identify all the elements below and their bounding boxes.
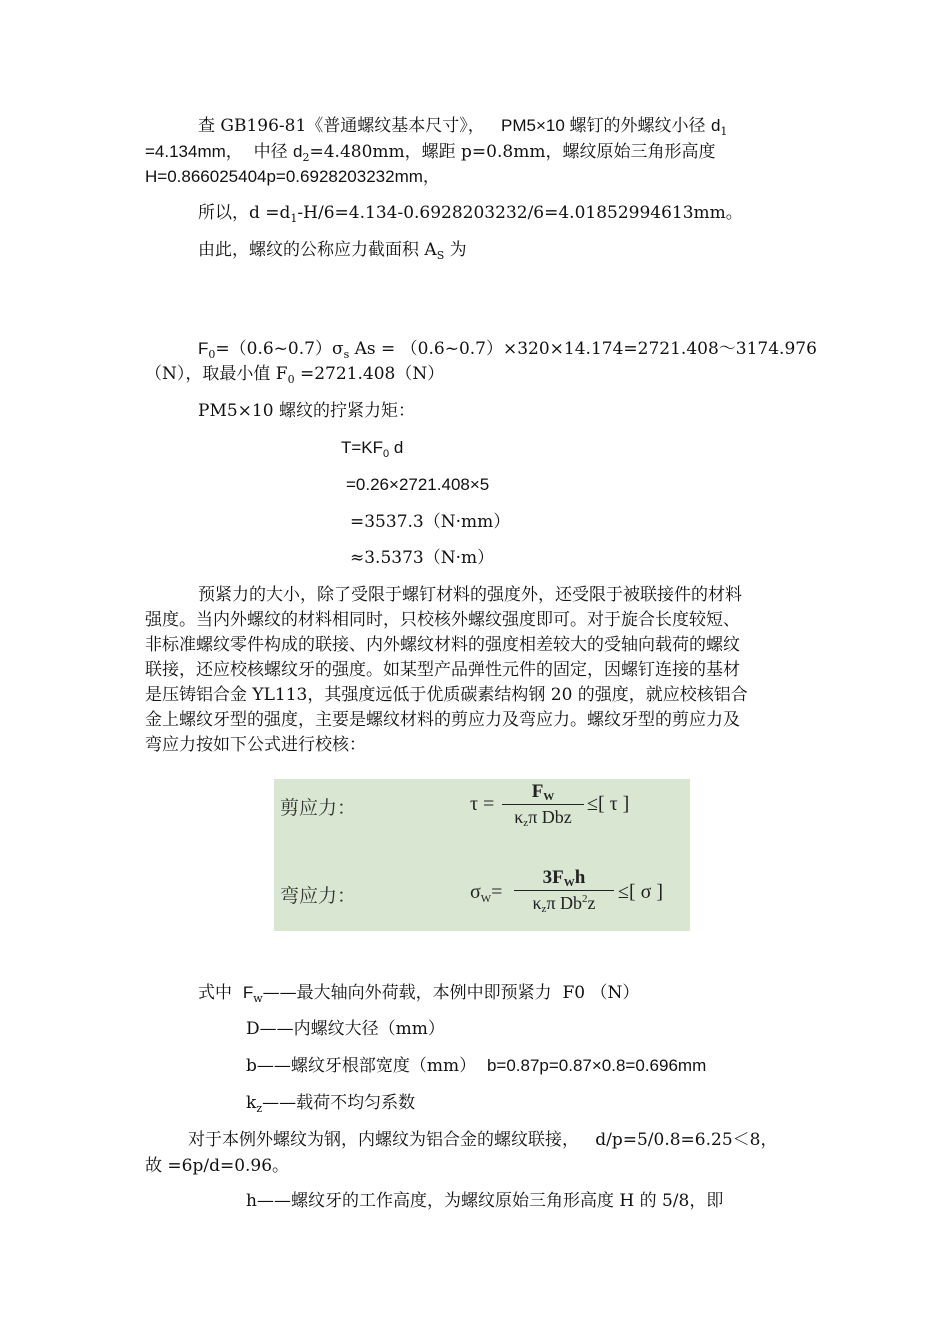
text-line (198, 115, 727, 137)
text-line: PM5×10 螺纹的拧紧力矩： (198, 401, 415, 421)
formula-line: =3537.3（N·mm） (350, 512, 511, 532)
bending-denominator (514, 891, 614, 914)
text: F0 （N） (562, 983, 640, 1003)
text: π Db (546, 893, 583, 913)
subscript: z (523, 817, 529, 829)
subscript: W (480, 893, 492, 905)
text: F (242, 983, 254, 1002)
subscript: 0 (287, 373, 295, 386)
text: b——螺纹牙根部宽度（mm） (246, 1056, 477, 1076)
text-line (198, 202, 743, 224)
text-line: D——内螺纹大径（mm） (246, 1019, 445, 1039)
text-line: H=0.866025404p=0.6928203232mm， (145, 167, 440, 186)
text-line: 强度。当内外螺纹的材料相同时，只校核外螺纹强度即可。对于旋合长度较短、 (145, 610, 740, 630)
text: k (246, 1093, 257, 1113)
text: （N），取最小值 F (145, 364, 288, 384)
text: b=0.87p=0.87×0.8=0.696mm (486, 1056, 707, 1075)
formula-box (274, 779, 690, 931)
shear-fraction (502, 781, 584, 828)
text: 式中 (198, 983, 232, 1003)
formula-line: ≈3.5373（N·m） (350, 548, 495, 568)
text: =2721.408（N） (299, 364, 445, 384)
bending-lhs (470, 881, 502, 904)
text: d (293, 142, 303, 161)
bending-numerator (514, 867, 614, 891)
bending-stress-label: 弯应力： (280, 885, 357, 907)
subscript: z (541, 903, 547, 915)
text: σ (470, 881, 481, 903)
text: z (587, 893, 596, 913)
subscript: 0 (208, 348, 216, 361)
text: π Dbz (528, 807, 572, 827)
text-line: 故 =6p/d=0.96。 (145, 1156, 290, 1176)
text-line: 是压铸铝合金 YL113，其强度远低于优质碳素结构钢 20 的强度，就应校核铝合 (145, 685, 748, 705)
subscript: 1 (720, 125, 728, 138)
text-line (246, 1092, 415, 1114)
subscript: 0 (383, 448, 390, 460)
subscript: s (343, 348, 350, 361)
text: 中径 (253, 142, 288, 162)
text: 查 GB196-81《普通螺纹基本尺寸》， (198, 116, 485, 136)
text-line (198, 338, 817, 360)
text-line (198, 239, 467, 261)
text-line: 弯应力按如下公式进行校核： (145, 735, 366, 755)
text: As = （0.6~0.7）×320×14.174=2721.408～3174.976 (354, 339, 817, 359)
subscript: z (256, 1102, 263, 1115)
text: PM5×10 螺钉的外螺纹小径 (501, 116, 706, 135)
text: F (198, 339, 209, 358)
text: =4.134mm， (145, 142, 243, 161)
text-line (246, 1055, 706, 1077)
text: T=KF (341, 438, 384, 457)
text: F (531, 781, 544, 802)
formula-line (341, 437, 403, 459)
text: κ (514, 807, 524, 827)
text: 由此，螺纹的公称应力截面积 A (198, 240, 437, 260)
text: = (491, 881, 503, 903)
text: h (574, 867, 586, 888)
shear-numerator (502, 781, 584, 805)
text-line (188, 1129, 777, 1151)
text: 3F (542, 867, 564, 888)
text-line (198, 982, 639, 1004)
subscript: w (253, 992, 263, 1005)
shear-rhs: ≤[ τ ] (587, 793, 630, 815)
text: d (710, 116, 721, 135)
bending-rhs: ≤[ σ ] (618, 881, 664, 903)
text-line: 非标准螺纹零件构成的联接、内外螺纹材料的强度相差较大的受轴向载荷的螺纹 (145, 635, 740, 655)
text-line: 预紧力的大小，除了受限于螺钉材料的强度外，还受限于被联接件的材料 (198, 585, 742, 605)
text-line: h——螺纹牙的工作高度，为螺纹原始三角形高度 H 的 5/8，即 (246, 1191, 724, 1211)
formula-line: =0.26×2721.408×5 (346, 475, 490, 494)
subscript: 1 (290, 212, 298, 225)
shear-denominator (502, 805, 584, 828)
text: ——载荷不均匀系数 (262, 1093, 416, 1113)
text: -H/6=4.134-0.6928203232/6=4.01852994613mm。 (297, 203, 743, 223)
text: =4.480mm，螺距 p=0.8mm，螺纹原始三角形高度 (309, 142, 716, 162)
text: =（0.6~0.7）σ (215, 339, 344, 359)
subscript: W (543, 791, 555, 803)
text: d (393, 438, 404, 457)
subscript: S (436, 249, 445, 262)
text-line: 金上螺纹牙型的强度，主要是螺纹材料的剪应力及弯应力。螺纹牙型的剪应力及 (145, 710, 740, 730)
text: 所以，d =d (198, 203, 291, 223)
text-line: 联接，还应校核螺纹牙的强度。如某型产品弹性元件的固定，因螺钉连接的基材 (145, 660, 740, 680)
text: 对于本例外螺纹为钢，内螺纹为铝合金的螺纹联接， (188, 1130, 579, 1150)
text: 为 (449, 240, 467, 260)
shear-stress-label: 剪应力： (280, 797, 357, 819)
bending-fraction (514, 867, 614, 914)
text-line (145, 141, 715, 163)
text: d/p=5/0.8=6.25＜8， (595, 1130, 778, 1150)
text: κ (532, 893, 542, 913)
shear-lhs: τ = (470, 793, 495, 815)
text: ——最大轴向外荷载，本例中即预紧力 (262, 983, 552, 1003)
subscript: W (563, 877, 575, 889)
subscript: 2 (302, 151, 310, 164)
text-line (145, 363, 444, 385)
superscript: 2 (582, 893, 588, 905)
